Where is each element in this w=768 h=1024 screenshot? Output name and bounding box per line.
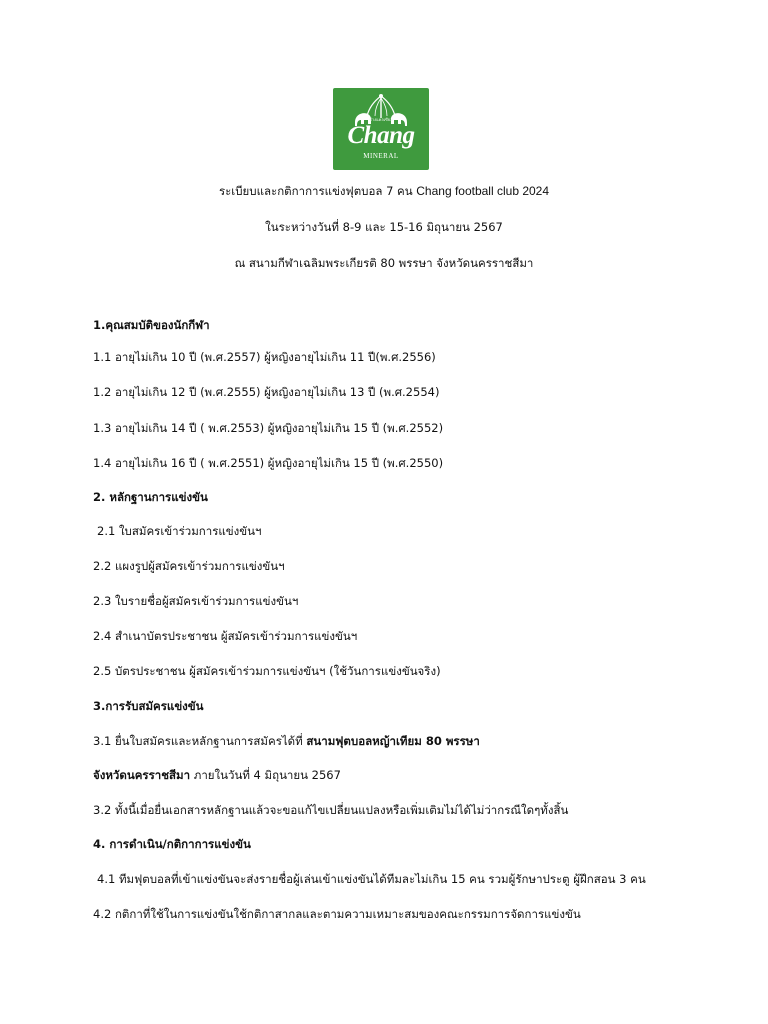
section-3-item-2: 3.2 ทั้งนี้เมื่อยื่นเอกสารหลักฐานแล้วจะขอแก้ไขเปลี่ยนแปลงหรือเพิ่มเติมไม่ได้ไม่ว่ากรณีใดๆทั้งสิ้น (93, 803, 569, 817)
section-1-item: 1.1 อายุไม่เกิน 10 ปี (พ.ศ.2557) ผู้หญิงอายุไม่เกิน 11 ปี(พ.ศ.2556) (93, 350, 436, 364)
section-1-item: 1.3 อายุไม่เกิน 14 ปี ( พ.ศ.2553) ผู้หญิงอายุไม่เกิน 15 ปี (พ.ศ.2552) (93, 421, 444, 435)
section-4-item: 4.2 กติกาที่ใช้ในการแข่งขันใช้กติกาสากลและตามความเหมาะสมของคณะกรรมการจัดการแข่งขัน (93, 907, 581, 921)
section-3-item-1-province: จังหวัดนครราชสีมา (93, 768, 191, 782)
section-2-item: 2.1 ใบสมัครเข้าร่วมการแข่งขันฯ (97, 524, 262, 538)
section-3-item-1-prefix: 3.1 ยื่นใบสมัครและหลักฐานการสมัครได้ที่ (93, 734, 307, 748)
section-1-item: 1.2 อายุไม่เกิน 12 ปี (พ.ศ.2555) ผู้หญิงอายุไม่เกิน 13 ปี (พ.ศ.2554) (93, 385, 440, 399)
doc-title (0, 183, 768, 199)
section-1-item: 1.4 อายุไม่เกิน 16 ปี ( พ.ศ.2551) ผู้หญิงอายุไม่เกิน 15 ปี (พ.ศ.2550) (93, 456, 444, 470)
section-2-item: 2.2 แผงรูปผู้สมัครเข้าร่วมการแข่งขันฯ (93, 559, 285, 573)
logo-sub-text: MINERAL (363, 152, 399, 160)
section-2-item: 2.3 ใบรายชื่อผู้สมัครเข้าร่วมการแข่งขันฯ (93, 594, 299, 608)
section-1-heading: 1.คุณสมบัติของนักกีฬา (93, 318, 210, 332)
section-2-item: 2.4 สำเนาบัตรประชาชน ผู้สมัครเข้าร่วมการแข่งขันฯ (93, 629, 358, 643)
doc-dates: ในระหว่างวันที่ 8-9 และ 15-16 มิถุนายน 2567 (265, 220, 503, 234)
section-3-item-1 (93, 733, 480, 749)
section-3-item-1-continued (93, 767, 341, 783)
section-3-item-1-venue: สนามฟุตบอลหญ้าเทียม 80 พรรษา (306, 734, 480, 748)
doc-title-prefix: ระเบียบและกติกาการแข่งฟุตบอล 7 คน (218, 184, 417, 198)
doc-venue: ณ สนามกีฬาเฉลิมพระเกียรติ 80 พรรษา จังหวัดนครราชสีมา (234, 256, 534, 270)
chang-logo (333, 88, 429, 170)
logo-tagline: ช้างแคลเซียม (369, 117, 393, 122)
section-3-heading: 3.การรับสมัครแข่งขัน (93, 699, 204, 713)
doc-title-brand: Chang football club 2024 (416, 184, 550, 198)
section-2-item: 2.5 บัตรประชาชน ผู้สมัครเข้าร่วมการแข่งขันฯ (ใช้วันการแข่งขันจริง) (93, 664, 441, 678)
logo-brand-text: Chang (347, 122, 415, 149)
section-4-item: 4.1 ทีมฟุตบอลที่เข้าแข่งขันจะส่งรายชื่อผู้เล่นเข้าแข่งขันได้ทีมละไม่เกิน 15 คน รวมผู้รักษาประตู ผู้ฝึกสอน 3 คน (97, 872, 646, 886)
section-4-heading: 4. การดำเนิน/กติกาการแข่งขัน (93, 837, 251, 851)
section-2-heading: 2. หลักฐานการแข่งขัน (93, 490, 208, 504)
section-3-item-1-deadline: ภายในวันที่ 4 มิถุนายน 2567 (190, 768, 341, 782)
